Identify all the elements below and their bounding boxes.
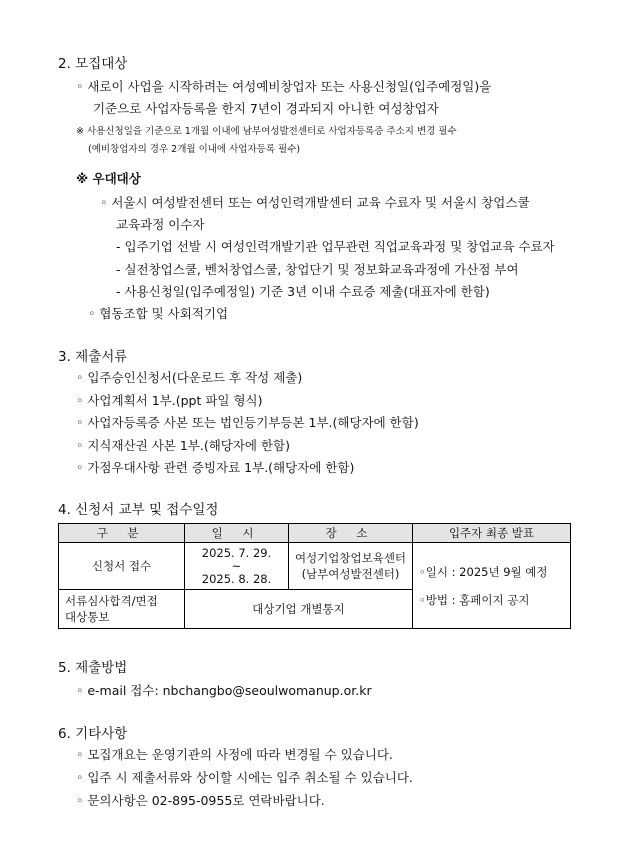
date-start: 2025. 7. 29. [201,546,272,560]
table-header-row [59,524,571,543]
email-item: ◦ e-mail 접수: nbchangbo@seoulwomanup.or.kr [76,683,372,698]
header-category: 구 분 [59,524,185,543]
section4-heading: 4. 신청서 교부 및 접수일정 [58,502,219,518]
misc-item-2: ◦ 입주 시 제출서류와 상이할 시에는 입주 취소될 수 있습니다. [76,770,413,785]
preferred-item1-line2: 교육과정 이수자 [116,217,205,232]
doc-item-1: ◦ 입주승인신청서(다운로드 후 작성 제출) [76,370,303,385]
section5-heading: 5. 제출방법 [58,660,128,676]
row2-label [59,590,185,629]
place-line2: (남부여성발전센터) [301,567,400,581]
row2-label-line1: 서류심사합격/면접 [65,594,158,608]
preferred-dash1: - 입주기업 선발 시 여성인력개발기관 업무관련 직업교육과정 및 창업교육 수료자 [116,239,555,254]
note-line2: (예비창업자의 경우 2개월 이내에 사업자등록 필수) [88,144,301,155]
doc-item-5: ◦ 가점우대사항 관련 증빙자료 1부.(해당자에 한함) [76,460,355,475]
target-bullet-line1: ◦ 새로이 사업을 시작하려는 여성예비창업자 또는 사용신청일(입주예정일)을 [76,79,492,94]
table-row [59,543,571,590]
misc-item-1: ◦ 모집개요는 운영기관의 사정에 따라 변경될 수 있습니다. [76,747,393,762]
preferred-item1-line1: ◦ 서울시 여성발전센터 또는 여성인력개발센터 교육 수료자 및 서울시 창업스쿨 [100,195,530,210]
place-line1: 여성기업창업보육센터 [294,551,407,565]
section6-heading: 6. 기타사항 [58,726,128,742]
misc-item-3: ◦ 문의사항은 02-895-0955로 연락바랍니다. [76,793,325,808]
header-datetime: 일 시 [185,524,289,543]
row1-label: 신청서 접수 [59,543,185,590]
row1-place [289,543,413,590]
header-announcement: 입주자 최종 발표 [413,524,571,543]
row1-date [185,543,289,590]
announce-date: ◦일시 : 2025년 9월 예정 [419,564,548,579]
section2-heading: 2. 모집대상 [58,56,128,72]
preferred-heading: ※ 우대대상 [76,171,141,186]
header-place: 장 소 [289,524,413,543]
doc-item-2: ◦ 사업계획서 1부.(ppt 파일 형식) [76,393,263,408]
doc-item-3: ◦ 사업자등록증 사본 또는 법인등기부등본 1부.(해당자에 한함) [76,415,419,430]
preferred-dash2: - 실전창업스쿨, 벤처창업스쿨, 창업단기 및 정보화교육과정에 가산점 부여 [116,262,519,277]
note-line1: ※ 사용신청일을 기준으로 1개월 이내에 남부여성발전센터로 사업자등록증 주소지 변경 필수 [76,126,457,137]
target-bullet-line2: 기준으로 사업자등록을 한지 7년이 경과되지 아니한 여성창업자 [93,101,439,116]
section3-heading: 3. 제출서류 [58,349,128,365]
preferred-item2: ◦ 협동조합 및 사회적기업 [88,306,229,321]
row2-label-line2: 대상통보 [65,610,110,624]
announcement-cell [413,543,571,629]
doc-item-4: ◦ 지식재산권 사본 1부.(해당자에 한함) [76,438,290,453]
announce-method: ◦방법 : 홈페이지 공지 [419,592,530,607]
date-end: 2025. 8. 28. [201,572,272,586]
preferred-dash3: - 사용신청일(입주예정일) 기준 3년 이내 수료증 제출(대표자에 한함) [116,284,490,299]
schedule-table [58,523,571,629]
date-tilde: ~ [231,559,242,573]
row2-merged: 대상기업 개별통지 [185,590,413,629]
